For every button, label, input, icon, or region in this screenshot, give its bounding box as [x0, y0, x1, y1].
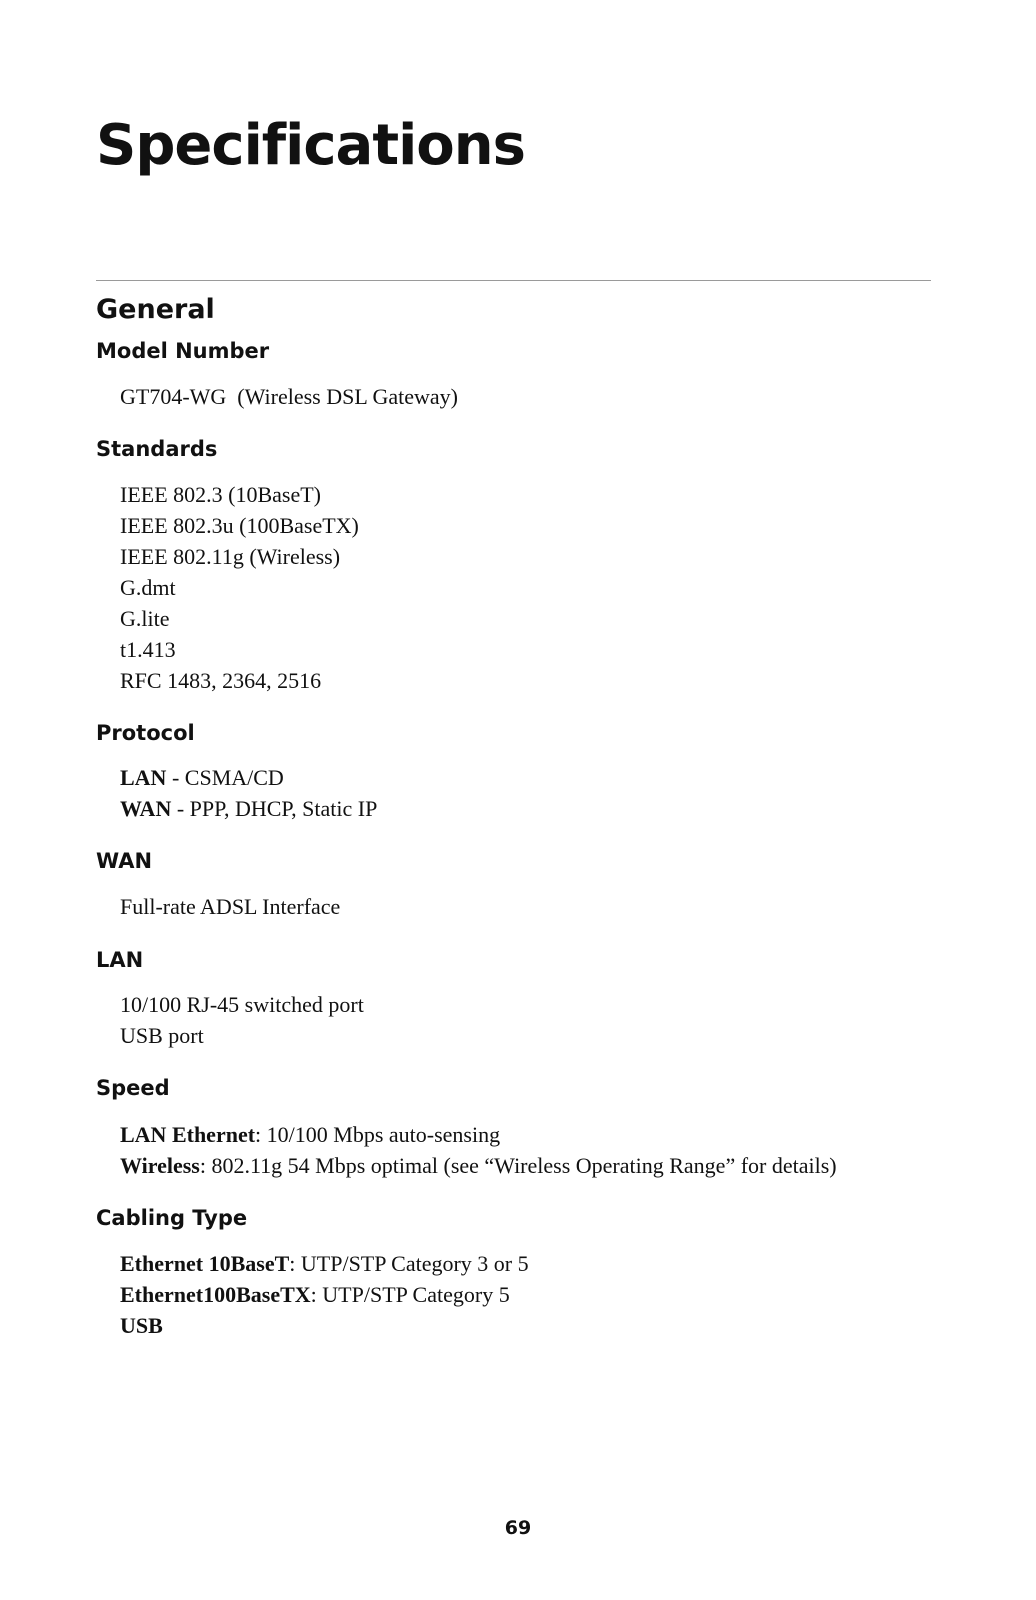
cabling-value: UTP/STP Category 5 — [322, 1282, 510, 1307]
speed-label: LAN Ethernet — [120, 1122, 256, 1147]
speed-value: 802.11g 54 Mbps optimal (see “Wireless Operating Range” for details) — [211, 1153, 837, 1178]
lan-list — [120, 989, 364, 1051]
speed-item — [120, 1150, 837, 1181]
lan-item: 10/100 RJ-45 switched port — [120, 992, 364, 1017]
speed-item — [120, 1119, 837, 1150]
heading-model-number: Model Number — [96, 339, 270, 363]
protocol-value: CSMA/CD — [184, 765, 284, 790]
section-heading-general: General — [96, 294, 215, 325]
speed-separator: : — [255, 1122, 267, 1147]
protocol-list — [120, 762, 377, 824]
speed-value: 10/100 Mbps auto-sensing — [266, 1122, 501, 1147]
speed-separator: : — [199, 1153, 212, 1178]
model-number-list — [120, 381, 458, 412]
cabling-item — [120, 1248, 529, 1279]
heading-speed: Speed — [96, 1076, 170, 1100]
cabling-label: Ethernet 10BaseT — [120, 1251, 290, 1276]
standards-list — [120, 479, 359, 696]
heading-protocol: Protocol — [96, 721, 195, 745]
protocol-label: LAN — [120, 765, 167, 790]
protocol-separator: - — [171, 796, 190, 821]
wan-item: Full-rate ADSL Interface — [120, 894, 341, 919]
heading-standards: Standards — [96, 437, 218, 461]
standard-item: IEEE 802.3u (100BaseTX) — [120, 513, 359, 538]
cabling-value: UTP/STP Category 3 or 5 — [300, 1251, 529, 1276]
standard-item: G.dmt — [120, 575, 176, 600]
cabling-separator: : — [310, 1282, 323, 1307]
page-number: 69 — [504, 1517, 532, 1539]
standard-item: t1.413 — [120, 637, 176, 662]
protocol-separator: - — [166, 765, 185, 790]
protocol-value: PPP, DHCP, Static IP — [189, 796, 378, 821]
standard-item: IEEE 802.3 (10BaseT) — [120, 482, 321, 507]
heading-wan: WAN — [96, 849, 153, 873]
speed-list — [120, 1119, 837, 1181]
cabling-separator: : — [289, 1251, 301, 1276]
standard-item: IEEE 802.11g (Wireless) — [120, 544, 341, 569]
cabling-item — [120, 1279, 529, 1310]
protocol-item — [120, 762, 377, 793]
standard-item: RFC 1483, 2364, 2516 — [120, 668, 322, 693]
protocol-label: WAN — [120, 796, 172, 821]
heading-lan: LAN — [96, 948, 144, 972]
cabling-type-list — [120, 1248, 529, 1341]
cabling-label: USB — [120, 1313, 163, 1338]
model-number-value: GT704-WG (Wireless DSL Gateway) — [120, 384, 458, 409]
protocol-item — [120, 793, 377, 824]
section-divider — [96, 280, 931, 281]
wan-list — [120, 891, 340, 922]
standard-item: G.lite — [120, 606, 170, 631]
lan-item: USB port — [120, 1023, 204, 1048]
cabling-item — [120, 1310, 529, 1341]
heading-cabling-type: Cabling Type — [96, 1206, 248, 1230]
cabling-label: Ethernet100BaseTX — [120, 1282, 311, 1307]
page-title: Specifications — [96, 113, 525, 178]
speed-label: Wireless — [120, 1153, 200, 1178]
